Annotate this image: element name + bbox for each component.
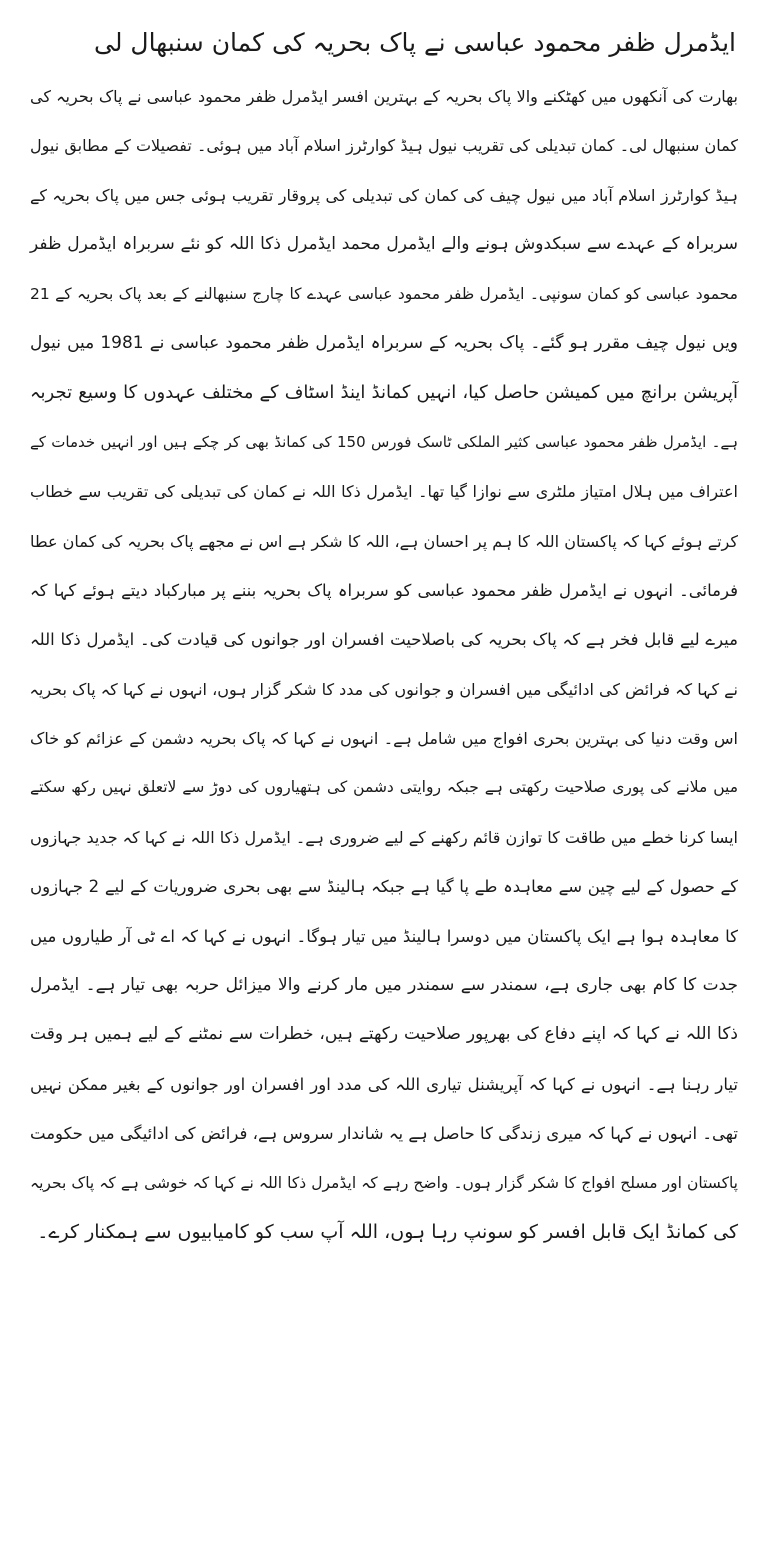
article-line: نے کہا کہ فرائض کی ادائیگی میں افسران و جوانوں کی مدد کا شکر گزار ہوں، انہوں نے کہا کہ پاک بحریہ — [29, 679, 738, 699]
article-line: کے حصول کے لیے چین سے معاہدہ طے پا گیا ہے جبکہ ہالینڈ سے بھی بحری ضروریات کے لیے 2 جہازوں — [30, 877, 738, 897]
article-line: ویں نیول چیف مقرر ہو گئے۔ پاک بحریہ کے سربراہ ایڈمرل ظفر محمود عباسی نے 1981 میں نیول — [30, 332, 739, 353]
article-line: اس وقت دنیا کی بہترین بحری افواج میں شامل ہے۔ انہوں نے کہا کہ پاک بحریہ دشمن کے عزائم کو خاک — [30, 729, 738, 749]
article-line: کمان سنبھال لی۔ کمان تبدیلی کی تقریب نیول ہیڈ کوارٹرز اسلام آباد میں ہوئی۔ تفصیلات کے مطابق نیول — [30, 136, 738, 156]
article-line: میں ملانے کی پوری صلاحیت رکھتی ہے جبکہ روایتی دشمن کی ہتھیاروں کی دوڑ سے لاتعلق نہیں رکھ سکتے — [30, 778, 738, 797]
article-line: میرے لیے قابل فخر ہے کہ پاک بحریہ کی باصلاحیت افسران اور جوانوں کی قیادت کی۔ ایڈمرل ذکا اللہ — [30, 630, 738, 650]
article-line: ذکا اللہ نے کہا کہ اپنے دفاع کی بھرپور صلاحیت رکھتے ہیں، خطرات سے نمٹنے کے لیے ہمیں ہر وقت — [30, 1024, 738, 1045]
article-headline: ایڈمرل ظفر محمود عباسی نے پاک بحریہ کی کمان سنبھال لی — [94, 28, 736, 57]
article-line: سربراہ کے عہدے سے سبکدوش ہونے والے ایڈمرل محمد ایڈمرل ذکا اللہ کو نئے سربراہ ایڈمرل ظفر — [30, 234, 738, 255]
article-line: ہے۔ ایڈمرل ظفر محمود عباسی کثیر الملکی ٹاسک فورس 150 کی کمانڈ بھی کر چکے ہیں اور انہیں خدمات کے — [30, 432, 738, 451]
article-line: بھارت کی آنکھوں میں کھٹکنے والا پاک بحریہ کے بہترین افسر ایڈمرل ظفر محمود عباسی نے پاک بحریہ کی — [30, 87, 738, 106]
article-body — [30, 72, 738, 1257]
article-line: کا معاہدہ ہوا ہے ایک پاکستان میں دوسرا ہالینڈ میں تیار ہوگا۔ انہوں نے کہا کہ اے ٹی آر طیاروں میں — [30, 926, 738, 946]
article-line: اعتراف میں ہلال امتیاز ملٹری سے نوازا گیا تھا۔ ایڈمرل ذکا اللہ نے کمان کی تبدیلی کی تقریب سے خطاب — [30, 482, 738, 502]
article-line: کرتے ہوئے کہا کہ پاکستان اللہ کا ہم پر احسان ہے، اللہ کا شکر ہے اس نے مجھے پاک بحریہ کی کمان عطا — [30, 531, 738, 551]
article-line: محمود عباسی کو کمان سونپی۔ ایڈمرل ظفر محمود عباسی عہدے کا چارج سنبھالنے کے بعد پاک بحریہ کے 21 — [30, 284, 738, 303]
article-line: آپریشن برانچ میں کمیشن حاصل کیا، انہیں کمانڈ اینڈ اسٹاف کے مختلف عہدوں کا وسیع تجربہ — [30, 382, 738, 404]
article-line: تھی۔ انہوں نے کہا کہ میری زندگی کا حاصل ہے یہ شاندار سروس ہے، فرائض کی ادائیگی میں حکومت — [30, 1124, 738, 1144]
article-line: ایسا کرنا خطے میں طاقت کا توازن قائم رکھنے کے لیے ضروری ہے۔ ایڈمرل ذکا اللہ نے کہا کہ جدید جہازوں — [30, 827, 738, 847]
article-line: ہیڈ کوارٹرز اسلام آباد میں نیول چیف کی کمان کی تبدیلی کی پروقار تقریب ہوئی جس میں پاک بحریہ کے — [30, 185, 738, 205]
article-line: پاکستان اور مسلح افواج کا شکر گزار ہوں۔ واضح رہے کہ ایڈمرل ذکا اللہ نے کہا کہ خوشی ہے کہ پاک بحریہ — [30, 1173, 738, 1192]
article-line: جدت کا کام بھی جاری ہے، سمندر سے سمندر میں مار کرنے والا میزائل حربہ بھی تیار ہے۔ ایڈمرل — [30, 975, 738, 996]
article-line: کی کمانڈ ایک قابل افسر کو سونپ رہا ہوں، اللہ آپ سب کو کامیابیوں سے ہمکنار کرے۔ — [37, 1220, 738, 1243]
article-line: فرمائی۔ انہوں نے ایڈمرل ظفر محمود عباسی کو سربراہ پاک بحریہ بننے پر مبارکباد دیتے ہوئے کہا کہ — [30, 580, 738, 600]
article-line: تیار رہنا ہے۔ انہوں نے کہا کہ آپریشنل تیاری اللہ کی مدد اور افسران اور جوانوں کے بغیر ممکن نہیں — [30, 1074, 738, 1094]
